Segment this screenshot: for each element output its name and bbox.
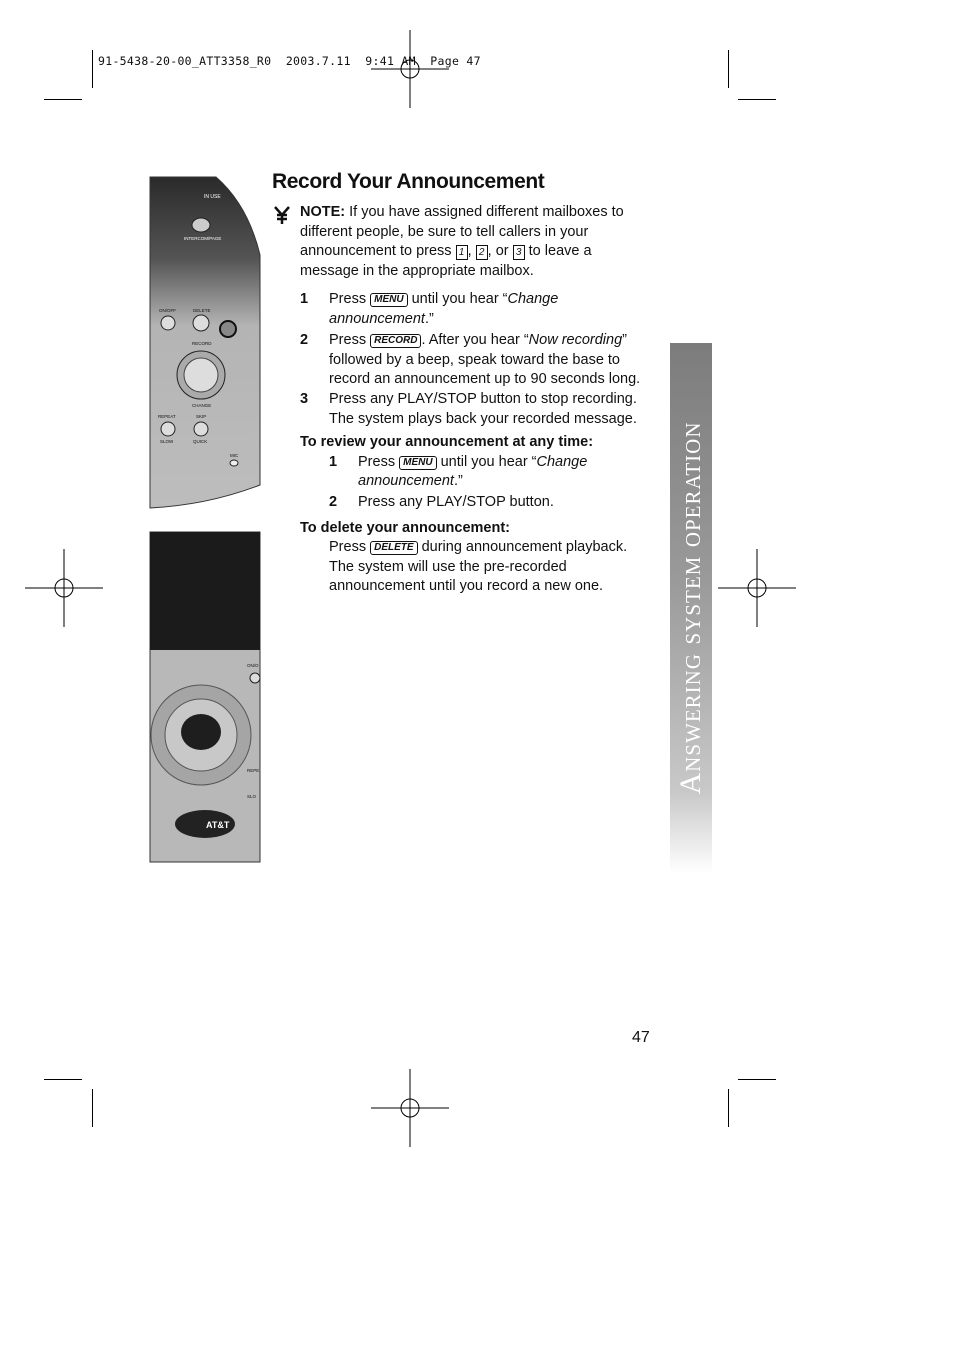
step-text: Press: [329, 539, 367, 555]
step-text: followed by a beep, speak toward the base to: [329, 351, 620, 368]
step-text: Press: [329, 291, 367, 307]
registration-mark: [371, 1069, 449, 1147]
label-repeat-partial: REPE: [247, 768, 260, 773]
step-number: 3: [300, 391, 309, 407]
crop-mark: [738, 1079, 776, 1080]
review-step-1: [300, 453, 660, 493]
label-on-off-partial: ON/O: [247, 663, 259, 668]
step-text: until you hear “: [411, 291, 508, 307]
note-block: [300, 203, 660, 281]
separator: , or: [487, 243, 509, 259]
step-text: . After you hear “: [421, 332, 529, 348]
step-text: The system will use the pre-recorded: [329, 558, 567, 575]
record-key-icon: RECORD: [370, 334, 421, 348]
step-text: announcement until you record a new one.: [329, 578, 604, 594]
review-heading: To review your announcement at any time:: [300, 434, 594, 450]
label-repeat: REPEAT: [158, 414, 176, 419]
crop-mark: [44, 1079, 82, 1080]
step-number: 1: [300, 291, 309, 307]
step-text: ”: [622, 332, 627, 348]
section-tab-label: Answering system operation: [674, 421, 707, 795]
label-on-off: ON/OFF: [159, 308, 176, 313]
print-slug: 91-5438-20-00_ATT3358_R0 2003.7.11 9:41 AM Page 47: [98, 54, 481, 68]
step-text: until you hear “: [440, 453, 537, 470]
step-italic: Now recording: [528, 332, 623, 348]
label-quick: QUICK: [193, 439, 208, 444]
step-text: Press: [329, 332, 367, 348]
registration-mark: [25, 549, 103, 627]
step-italic: Change: [507, 291, 559, 307]
steps-list: [300, 290, 660, 597]
step-2: [300, 331, 660, 390]
label-mic: MIC: [230, 453, 239, 458]
step-number: 2: [329, 493, 338, 510]
step-text: The system plays back your recorded message.: [329, 410, 637, 427]
label-skip: SKIP: [196, 414, 207, 419]
note-label: NOTE:: [300, 204, 346, 220]
step-text: during announcement playback.: [421, 539, 628, 555]
label-in-use: IN USE: [204, 194, 221, 200]
menu-key-icon: MENU: [370, 293, 407, 307]
delete-heading: To delete your announcement:: [300, 519, 511, 536]
label-record: RECORD: [192, 341, 212, 346]
review-step-2: [300, 493, 660, 515]
step-italic: announcement: [329, 310, 425, 327]
step-text: Press: [358, 453, 396, 470]
crop-mark: [92, 1089, 93, 1127]
crop-mark: [728, 50, 729, 88]
key-2-icon: 2: [476, 245, 488, 260]
handset-illustration: [148, 530, 262, 865]
label-slow: SLOW: [160, 439, 174, 444]
delete-key-icon: DELETE: [370, 541, 417, 555]
separator: ,: [467, 243, 472, 259]
menu-key-icon: MENU: [399, 456, 436, 470]
note-line: to leave a: [528, 243, 592, 259]
crop-mark: [44, 99, 82, 100]
label-delete: DELETE: [193, 308, 211, 313]
step-1: [300, 290, 660, 331]
step-text: .”: [453, 473, 463, 489]
registration-mark: [718, 549, 796, 627]
note-line: announcement to press: [300, 243, 452, 259]
handset-logo: AT&T: [206, 820, 230, 830]
registration-mark: [371, 30, 449, 108]
step-number: 1: [329, 453, 338, 470]
step-number: 2: [300, 332, 309, 348]
note-line: message in the appropriate mailbox.: [300, 262, 534, 279]
step-italic: announcement: [358, 473, 454, 489]
step-text: Press any PLAY/STOP button.: [358, 493, 554, 510]
note-line: If you have assigned different mailboxes to: [349, 204, 624, 220]
step-3: [300, 390, 660, 431]
key-3-icon: 3: [513, 245, 525, 260]
section-tab: [670, 343, 712, 873]
key-1-icon: 1: [456, 245, 468, 260]
delete-instructions: [300, 538, 660, 597]
base-unit-illustration: [148, 175, 262, 510]
label-change: CHANGE: [192, 403, 212, 408]
step-text: Press any PLAY/STOP button to stop recording.: [329, 391, 637, 407]
step-text: .”: [424, 310, 434, 327]
step-text: record an announcement up to 90 seconds long.: [329, 371, 641, 387]
section-title: Record Your Announcement: [272, 170, 545, 193]
note-line: different people, be sure to tell callers in your: [300, 223, 589, 240]
label-slow-partial: SLO: [247, 794, 257, 799]
crop-mark: [92, 50, 93, 88]
crop-mark: [728, 1089, 729, 1127]
page-number: 47: [632, 1029, 650, 1046]
label-intercom-page: INTERCOM/PAGE: [184, 236, 222, 241]
crop-mark: [738, 99, 776, 100]
step-italic: Change: [536, 453, 588, 470]
note-icon: [273, 205, 291, 225]
